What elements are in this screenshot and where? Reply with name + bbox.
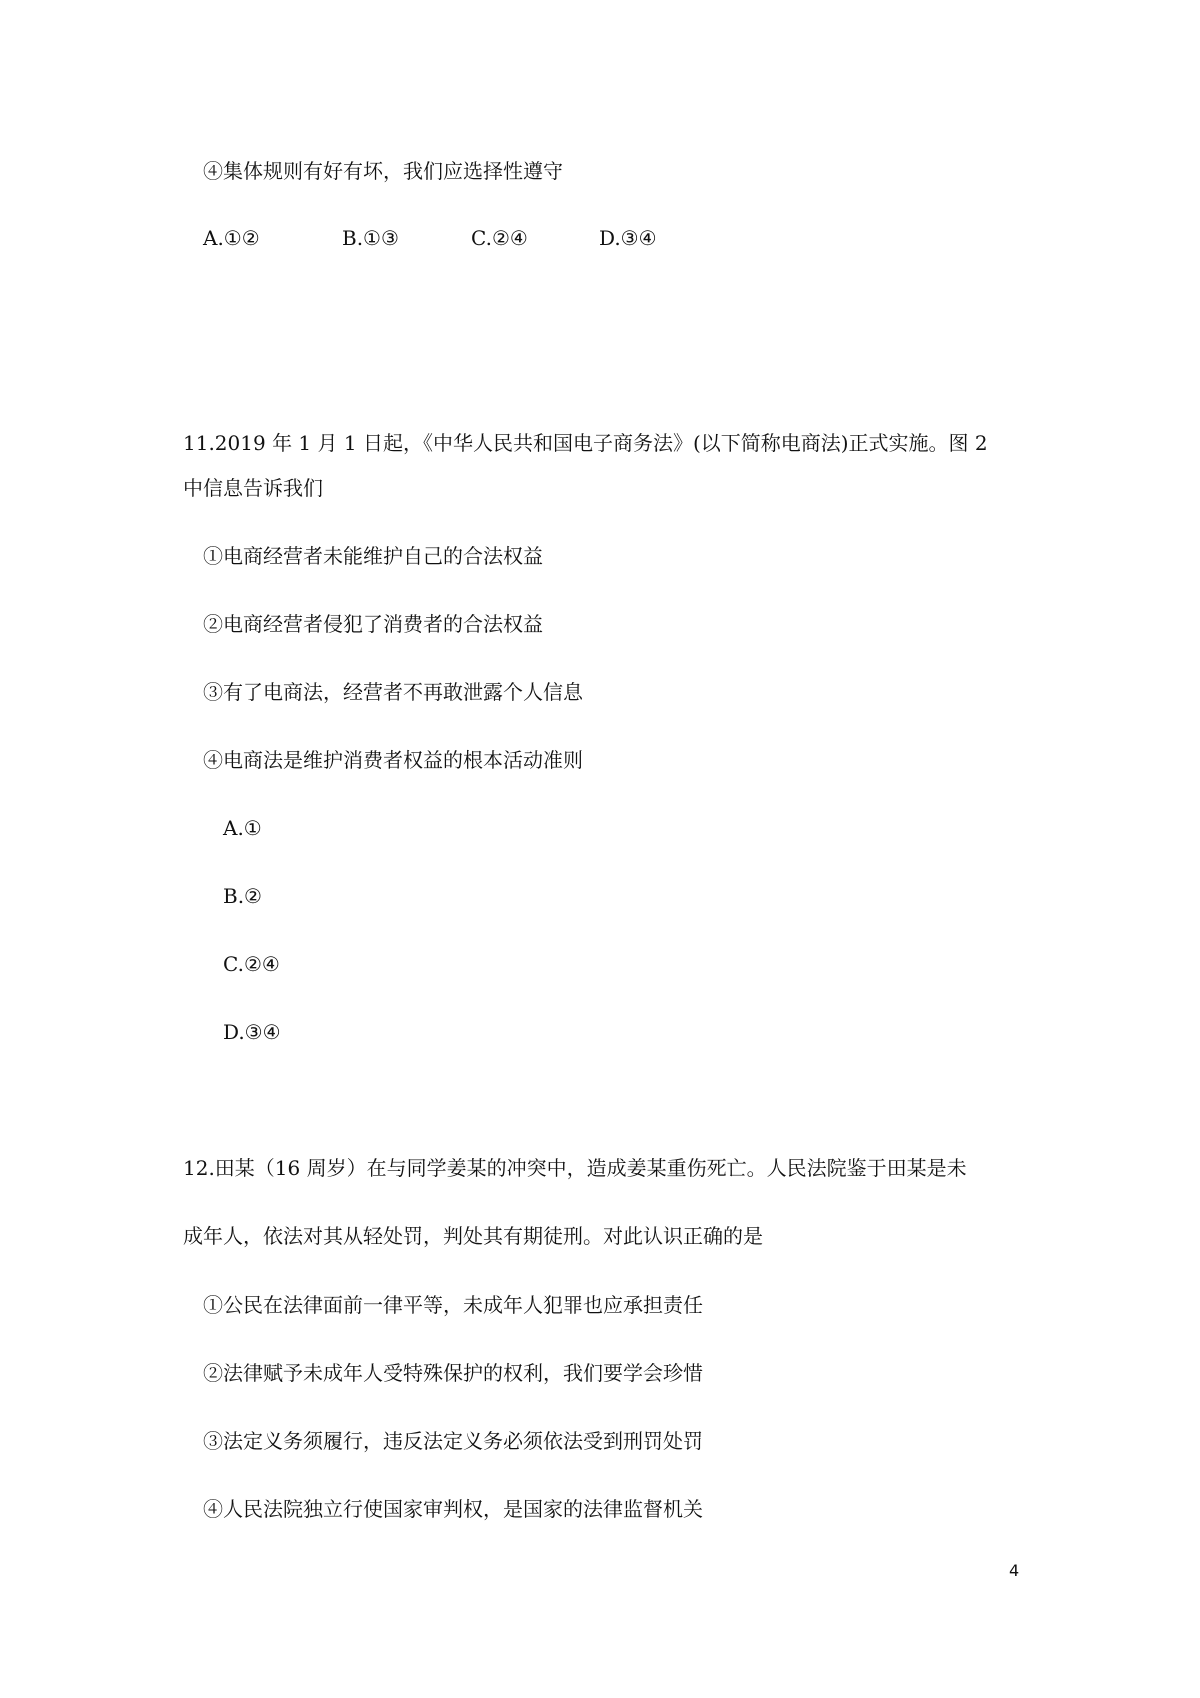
q11-stem-line-1: 11.2019 年 1 月 1 日起，《中华人民共和国电子商务法》(以下简称电商法)正式实施。图 2 xyxy=(183,431,988,455)
q11-option-4: ④电商法是维护消费者权益的根本活动准则 xyxy=(203,748,583,772)
q10-choice-b: B.①③ xyxy=(342,226,399,250)
q12-option-4: ④人民法院独立行使国家审判权，是国家的法律监督机关 xyxy=(203,1497,703,1521)
q10-choice-d: D.③④ xyxy=(599,226,657,250)
q10-option-4: ④集体规则有好有坏，我们应选择性遵守 xyxy=(203,159,563,183)
q10-choice-a: A.①② xyxy=(203,226,260,250)
q12-stem-line-2: 成年人，依法对其从轻处罚，判处其有期徒刑。对此认识正确的是 xyxy=(183,1224,763,1248)
q12-stem-line-1: 12.田某（16 周岁）在与同学姜某的冲突中，造成姜某重伤死亡。人民法院鉴于田某是未 xyxy=(183,1156,967,1180)
q12-option-2: ②法律赋予未成年人受特殊保护的权利，我们要学会珍惜 xyxy=(203,1361,703,1385)
q11-option-1: ①电商经营者未能维护自己的合法权益 xyxy=(203,544,543,568)
q12-option-1: ①公民在法律面前一律平等，未成年人犯罪也应承担责任 xyxy=(203,1293,703,1317)
page-number: 4 xyxy=(1009,1561,1020,1580)
q11-choice-b: B.② xyxy=(223,884,262,908)
q11-option-3: ③有了电商法，经营者不再敢泄露个人信息 xyxy=(203,680,583,704)
q11-choice-c: C.②④ xyxy=(223,952,280,976)
q11-stem-line-2: 中信息告诉我们 xyxy=(183,476,323,500)
q10-choice-c: C.②④ xyxy=(471,226,528,250)
q12-option-3: ③法定义务须履行，违反法定义务必须依法受到刑罚处罚 xyxy=(203,1429,703,1453)
q11-choice-a: A.① xyxy=(223,816,262,840)
q11-option-2: ②电商经营者侵犯了消费者的合法权益 xyxy=(203,612,543,636)
q11-choice-d: D.③④ xyxy=(223,1020,281,1044)
